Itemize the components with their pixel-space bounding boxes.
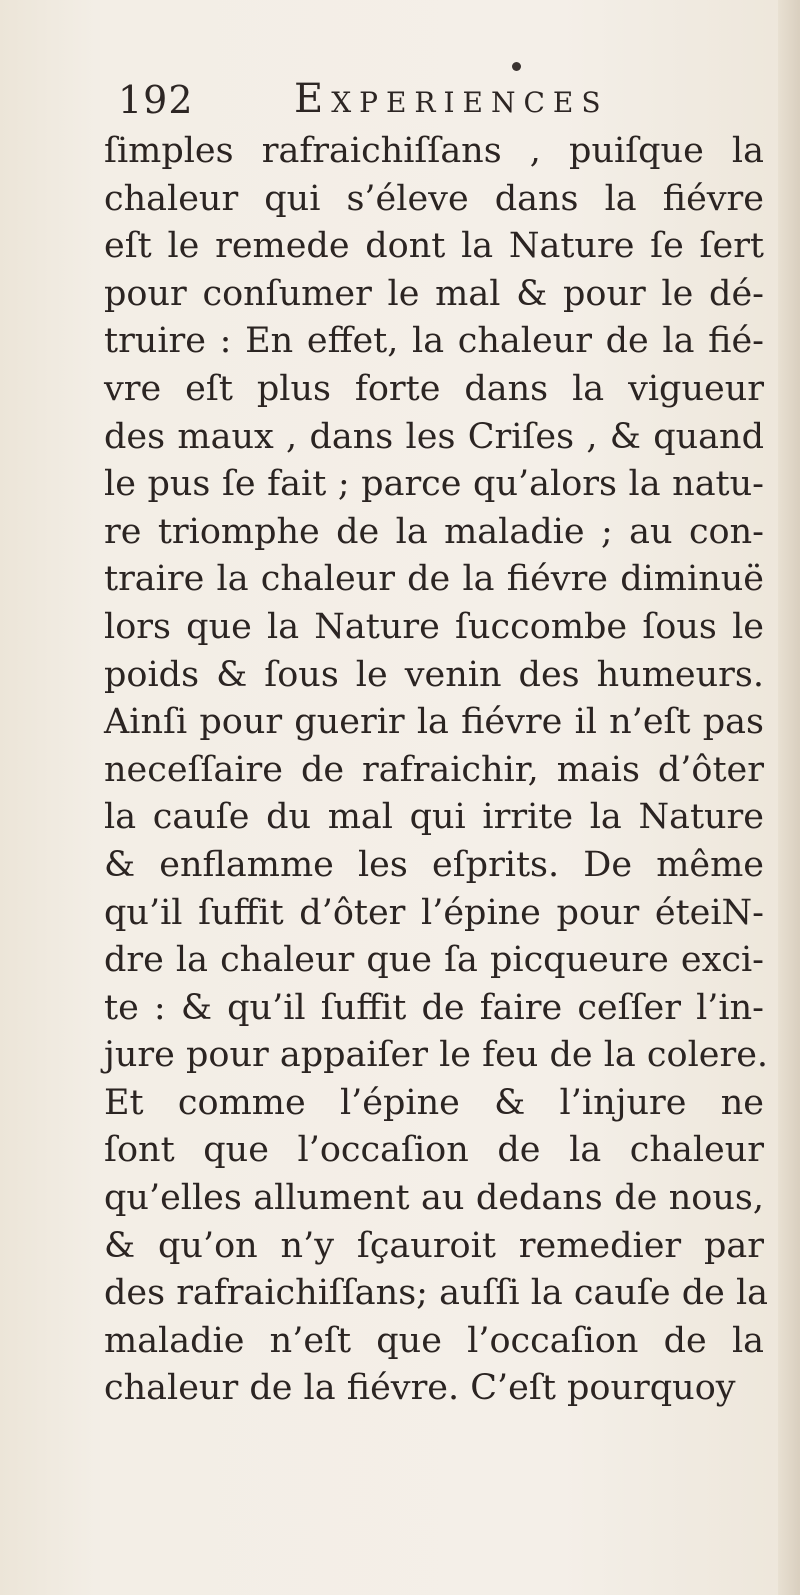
text-line: Et comme l’épine & l’injure ne <box>104 1082 764 1123</box>
text-line: des rafraichiſſans; auſſi la cauſe de la <box>104 1273 769 1314</box>
text-line: & enflamme les eſprits. De même <box>104 844 764 885</box>
running-head: Experiences <box>294 76 609 122</box>
text-line: & qu’on n’y ſçauroit remedier par <box>104 1225 764 1266</box>
text-line: te : & qu’il ſuffit de faire ceſſer l’in- <box>104 987 764 1028</box>
text-line: truire : En effet, la chaleur de la fié- <box>104 321 764 362</box>
text-line: vre eſt plus forte dans la vigueur <box>104 368 764 409</box>
text-line: dre la chaleur que ſa picqueure exci- <box>104 940 764 981</box>
text-line: traire la chaleur de la fiévre diminuë <box>104 559 764 600</box>
text-line: des maux , dans les Criſes , & quand <box>104 416 764 457</box>
text-line: re triomphe de la maladie ; au con- <box>104 511 764 552</box>
text-line: la cauſe du mal qui irrite la Nature <box>104 797 764 838</box>
text-line: ſimples rafraichiſſans , puiſque la <box>104 131 764 171</box>
text-line: qu’elles allument au dedans de nous, <box>104 1178 764 1219</box>
text-line: pour conſumer le mal & pour le dé- <box>104 273 764 314</box>
text-line: lors que la Nature ſuccombe ſous le <box>104 606 764 647</box>
text-line: jure pour appaiſer le feu de la colere. <box>104 1035 769 1076</box>
text-line: le pus ſe fait ; parce qu’alors la natu- <box>104 464 764 505</box>
page-gutter <box>778 0 800 1595</box>
text-line: chaleur qui s’éleve dans la fiévre <box>104 178 764 219</box>
text-line: neceſſaire de rafraichir, mais d’ôter <box>104 749 764 790</box>
text-line: Ainſi pour guerir la fiévre il n’eſt pas <box>104 702 764 743</box>
text-line: eſt le remede dont la Nature ſe ſert <box>104 226 764 267</box>
text-line: chaleur de la fiévre. C’eſt pourquoy <box>104 1368 736 1409</box>
page-header <box>118 70 678 130</box>
text-line: poids & ſous le venin des humeurs. <box>104 654 764 695</box>
text-line: qu’il ſuffit d’ôter l’épine pour éteiN- <box>104 892 764 933</box>
text-line: ſont que l’occaſion de la chaleur <box>104 1130 764 1171</box>
text-line: maladie n’eſt que l’occaſion de la <box>104 1320 764 1361</box>
page-number: 192 <box>118 78 194 122</box>
body-text <box>104 128 769 1413</box>
